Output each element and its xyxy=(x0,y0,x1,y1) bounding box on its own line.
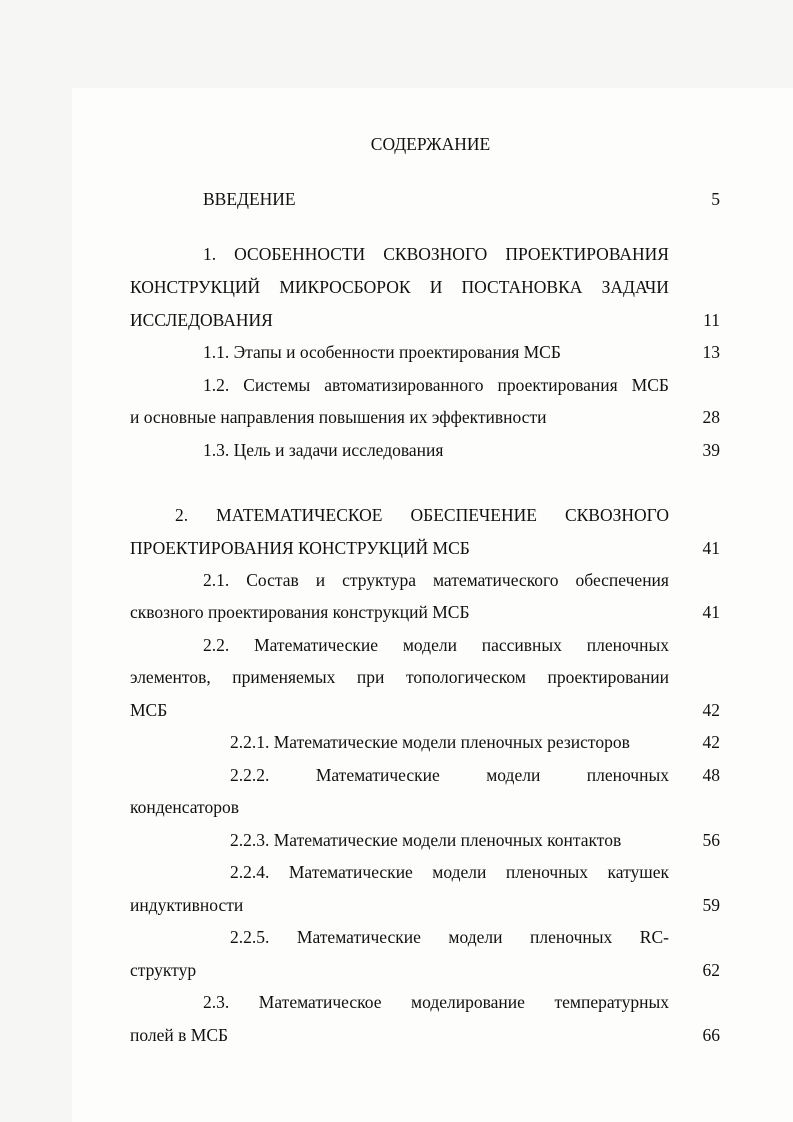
word: Системы xyxy=(243,375,311,395)
toc-entry-1-2-line2: и основные направления повышения их эффективности xyxy=(130,407,547,427)
word: моделирование xyxy=(411,992,525,1012)
word: СКВОЗНОГО xyxy=(564,505,669,525)
toc-entry-1-1: 1.1. Этапы и особенности проектирования МСБ xyxy=(203,342,561,362)
toc-entry-ch1-line1 xyxy=(203,243,669,265)
toc-page-2-2-5: 62 xyxy=(702,960,720,980)
word: 1. xyxy=(203,244,217,264)
word: ОБЕСПЕЧЕНИЕ xyxy=(410,505,537,525)
word: при xyxy=(356,667,385,687)
toc-entry-intro: ВВЕДЕНИЕ xyxy=(203,189,296,209)
word: 2. xyxy=(175,505,189,525)
word: СКВОЗНОГО xyxy=(383,244,488,264)
toc-page-2-2-3: 56 xyxy=(702,830,720,850)
word: 2.1. xyxy=(203,570,230,590)
toc-entry-2-2-3: 2.2.3. Математические модели пленочных контактов xyxy=(230,830,622,850)
toc-page-ch2: 41 xyxy=(702,538,720,558)
toc-page-1-1: 13 xyxy=(702,342,720,362)
word: пассивных xyxy=(481,635,562,655)
toc-entry-2-2-4-line1 xyxy=(230,861,669,883)
toc-entry-2-3-line2: полей в МСБ xyxy=(130,1025,229,1045)
toc-page-2-2-4: 59 xyxy=(702,895,720,915)
toc-page-intro: 5 xyxy=(711,189,720,209)
toc-page-2-2: 42 xyxy=(702,700,720,720)
toc-entry-ch1-line3: ИССЛЕДОВАНИЯ xyxy=(130,310,273,330)
word: Математические xyxy=(315,765,440,785)
word: МСБ xyxy=(631,375,669,395)
word: проектировании xyxy=(547,667,669,687)
toc-page-2-2-2: 48 xyxy=(702,765,720,785)
toc-entry-2-2-5-line1 xyxy=(230,926,669,948)
toc-entry-ch1-line2 xyxy=(130,276,669,298)
word: структура xyxy=(342,570,416,590)
word: проектирования xyxy=(497,375,618,395)
word: пленочных xyxy=(505,862,589,882)
word: Математическое xyxy=(258,992,382,1012)
word: и xyxy=(315,570,326,590)
toc-entry-2-2-line1 xyxy=(203,634,669,656)
toc-entry-1-2-line1 xyxy=(203,374,669,396)
word: 2.2.5. xyxy=(230,927,270,947)
word: ПОСТАНОВКА xyxy=(461,277,583,297)
word: ЗАДАЧИ xyxy=(601,277,669,297)
word: Математические xyxy=(296,927,421,947)
word: ОСОБЕННОСТИ xyxy=(234,244,366,264)
toc-entry-2-2-2-line2: конденсаторов xyxy=(130,797,239,817)
word: пленочных xyxy=(586,635,669,655)
word: 2.2. xyxy=(203,635,230,655)
toc-page-1-2: 28 xyxy=(702,407,720,427)
toc-entry-2-2-5-line2: структур xyxy=(130,960,197,980)
word: обеспечения xyxy=(575,570,669,590)
toc-page-2-1: 41 xyxy=(702,602,720,622)
word: автоматизированного xyxy=(324,375,484,395)
word: 2.2.4. xyxy=(230,862,270,882)
word: температурных xyxy=(554,992,669,1012)
toc-entry-2-2-line3: МСБ xyxy=(130,700,168,720)
word: катушек xyxy=(607,862,669,882)
word: МИКРОСБОРОК xyxy=(279,277,411,297)
toc-title: СОДЕРЖАНИЕ xyxy=(370,134,491,154)
toc-entry-ch2-line1 xyxy=(175,504,669,526)
toc-entry-2-3-line1 xyxy=(203,991,669,1013)
toc-entry-2-2-2-line1 xyxy=(230,764,669,786)
toc-entry-2-2-line2 xyxy=(130,666,669,688)
word: 2.3. xyxy=(203,992,230,1012)
word: топологическом xyxy=(405,667,526,687)
word: И xyxy=(429,277,443,297)
toc-entry-2-1-line2: сквозного проектирования конструкций МСБ xyxy=(130,602,470,622)
word: RC- xyxy=(639,927,669,947)
toc-page-ch1: 11 xyxy=(703,310,720,330)
word: пленочных xyxy=(530,927,613,947)
word: Математические xyxy=(254,635,379,655)
toc-page-1-3: 39 xyxy=(702,440,720,460)
word: 1.2. xyxy=(203,375,230,395)
word: применяемых xyxy=(232,667,336,687)
word: МАТЕМАТИЧЕСКОЕ xyxy=(216,505,383,525)
word: Состав xyxy=(246,570,299,590)
word: модели xyxy=(448,927,503,947)
word: модели xyxy=(402,635,457,655)
toc-entry-2-2-1: 2.2.1. Математические модели пленочных резисторов xyxy=(230,732,630,752)
word: математического xyxy=(432,570,559,590)
toc-entry-2-2-4-line2: индуктивности xyxy=(130,895,244,915)
word: модели xyxy=(432,862,487,882)
word: КОНСТРУКЦИЙ xyxy=(130,277,261,297)
word: ПРОЕКТИРОВАНИЯ xyxy=(505,244,669,264)
toc-entry-ch2-line2: ПРОЕКТИРОВАНИЯ КОНСТРУКЦИЙ МСБ xyxy=(130,538,470,558)
toc-entry-1-3: 1.3. Цель и задачи исследования xyxy=(203,440,444,460)
word: Математические xyxy=(288,862,413,882)
word: пленочных xyxy=(586,765,669,785)
toc-page-2-2-1: 42 xyxy=(702,732,720,752)
toc-page-2-3: 66 xyxy=(702,1025,720,1045)
toc-entry-2-1-line1 xyxy=(203,569,669,591)
word: 2.2.2. xyxy=(230,765,270,785)
word: модели xyxy=(486,765,541,785)
word: элементов, xyxy=(130,667,211,687)
